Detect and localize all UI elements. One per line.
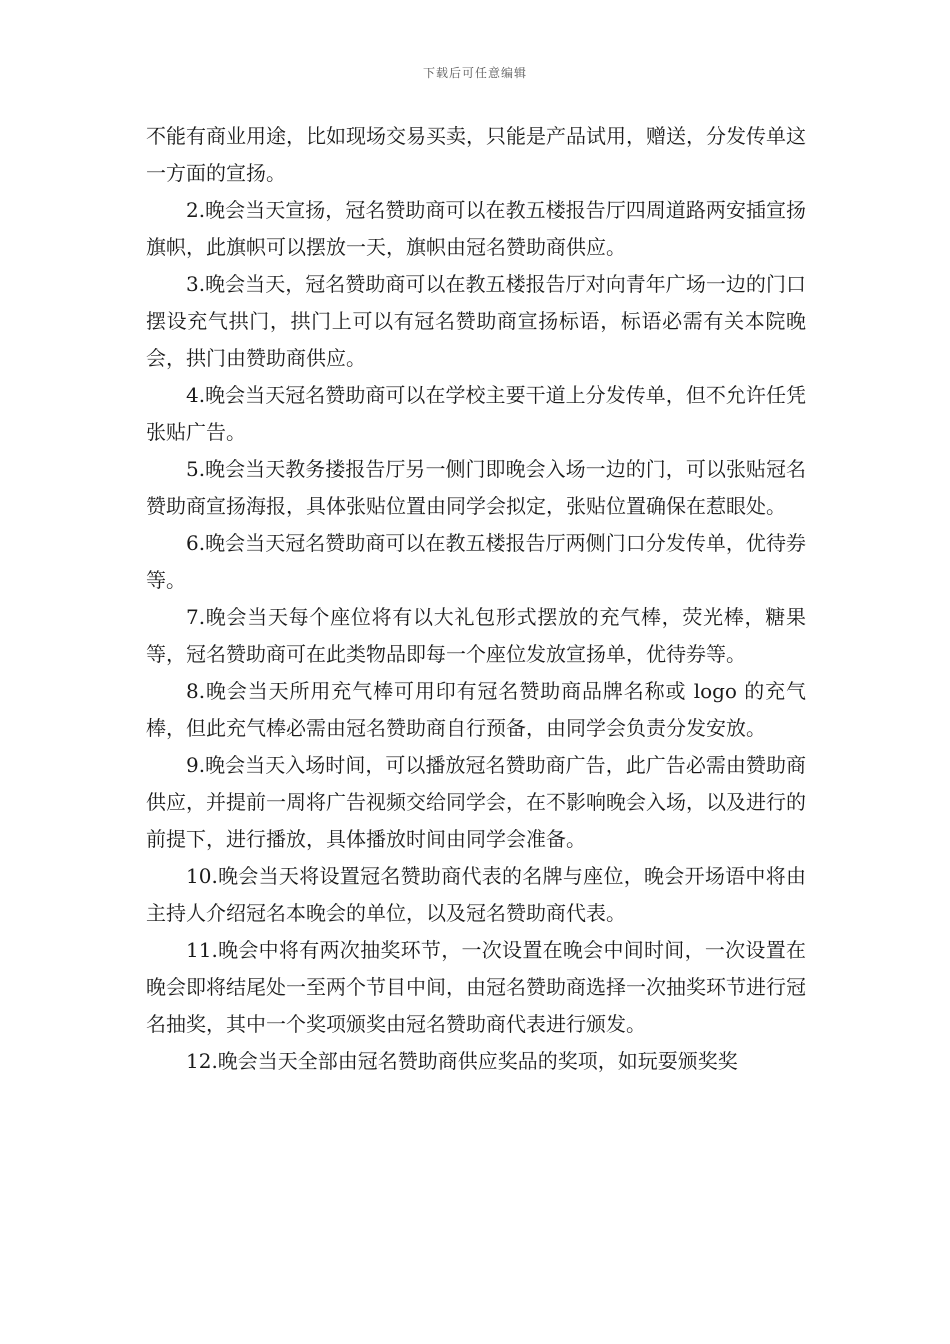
paragraph-item-5: 5.晚会当天教务搂报告厅另一侧门即晚会入场一边的门，可以张贴冠名赞助商宣扬海报，具体张贴位置由同学会拟定，张贴位置确保在惹眼处。 bbox=[146, 457, 806, 518]
page-header-note: 下载后可任意编辑 bbox=[422, 66, 527, 80]
paragraph-item-11: 11.晚会中将有两次抽奖环节，一次设置在晚会中间时间，一次设置在晚会即将结尾处一至两个节目中间，由冠名赞助商选择一次抽奖环节进行冠名抽奖，其中一个奖项颁奖由冠名赞助商代表进行颁发。 bbox=[146, 938, 806, 1036]
paragraph-item-3: 3.晚会当天，冠名赞助商可以在教五楼报告厅对向青年广场一边的门口摆设充气拱门，拱门上可以有冠名赞助商宣扬标语，标语必需有关本院晚会，拱门由赞助商供应。 bbox=[146, 272, 806, 370]
paragraph-item-2: 2.晚会当天宣扬，冠名赞助商可以在教五楼报告厅四周道路两安插宣扬旗帜，此旗帜可以摆放一天，旗帜由冠名赞助商供应。 bbox=[146, 198, 806, 259]
paragraph-item-9: 9.晚会当天入场时间，可以播放冠名赞助商广告，此广告必需由赞助商供应，并提前一周将广告视频交给同学会，在不影响晚会入场，以及进行的前提下，进行播放，具体播放时间由同学会准备。 bbox=[146, 753, 806, 851]
paragraph-item-6: 6.晚会当天冠名赞助商可以在教五楼报告厅两侧门口分发传单，优待券等。 bbox=[146, 531, 806, 592]
paragraph-item-8: 8.晚会当天所用充气棒可用印有冠名赞助商品牌名称或 logo 的充气棒，但此充气棒必需由冠名赞助商自行预备，由同学会负责分发安放。 bbox=[146, 679, 806, 740]
paragraph-item-7: 7.晚会当天每个座位将有以大礼包形式摆放的充气棒，荧光棒，糖果等，冠名赞助商可在此类物品即每一个座位发放宣扬单，优待券等。 bbox=[146, 605, 806, 666]
paragraph-item-4: 4.晚会当天冠名赞助商可以在学校主要干道上分发传单，但不允许任凭张贴广告。 bbox=[146, 383, 806, 444]
paragraph-continuation: 不能有商业用途，比如现场交易买卖，只能是产品试用，赠送，分发传单这一方面的宣扬。 bbox=[146, 124, 806, 185]
paragraph-item-10: 10.晚会当天将设置冠名赞助商代表的名牌与座位，晚会开场语中将由主持人介绍冠名本晚会的单位，以及冠名赞助商代表。 bbox=[146, 864, 806, 925]
document-body bbox=[146, 118, 806, 1080]
paragraph-item-12: 12.晚会当天全部由冠名赞助商供应奖品的奖项，如玩耍颁奖奖 bbox=[186, 1049, 738, 1073]
